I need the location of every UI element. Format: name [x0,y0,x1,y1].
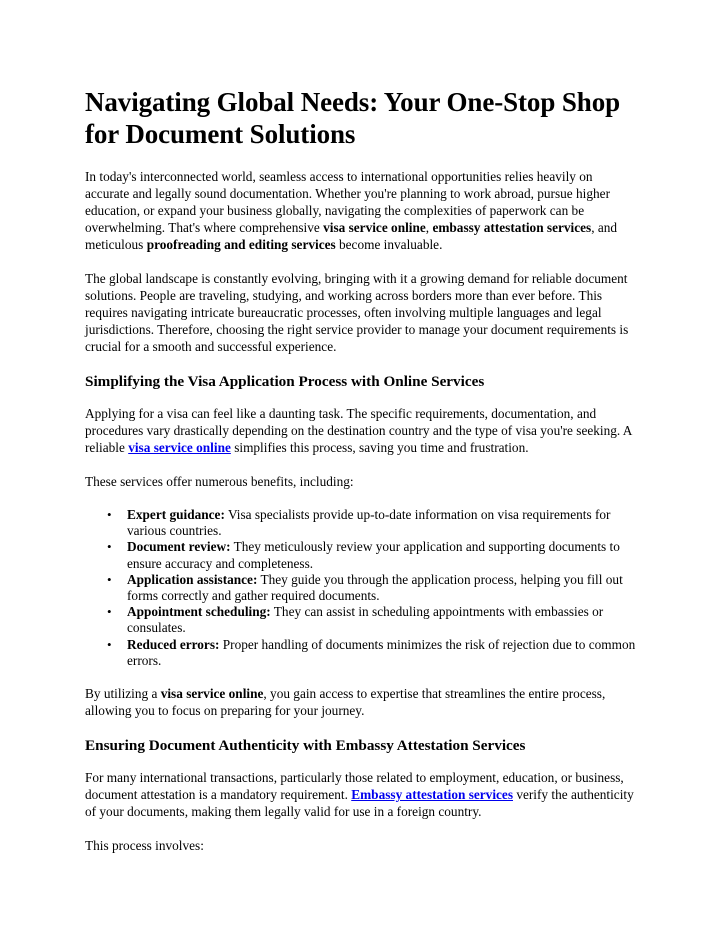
list-item-title: Appointment scheduling: [127,604,271,620]
list-item-text: They meticulously review your application and supporting documents to ensure accuracy and completeness. [127,539,620,571]
visa-intro-text-before: Applying for a visa can feel like a daunting task. The specific requirements, documentation, and procedures vary drastically depending on the destination country and the type of visa you're seeking. A reliable [85,406,632,455]
bullet-icon: • [107,539,112,555]
attestation-text-before: For many international transactions, particularly those related to employment, education, or business, document attestation is a mandatory requirement. [85,770,624,803]
list-item [107,636,640,669]
intro-bold-embassy-attestation: embassy attestation services [432,220,592,235]
visa-conclusion-bold: visa service online [160,686,264,702]
list-item-text: Visa specialists provide up-to-date information on visa requirements for various countries. [127,507,611,539]
list-item-title: Application assistance: [127,571,258,587]
benefits-list [85,507,640,669]
bullet-icon: • [107,636,112,652]
intro-bold-visa-service: visa service online [323,220,426,235]
list-item-title: Reduced errors: [127,636,220,652]
visa-intro-text-after: simplifies this process, saving you time and frustration. [230,440,529,455]
list-item-title: Document review: [127,539,231,555]
intro-text-3: , and meticulous [85,220,618,252]
bullet-icon: • [107,571,112,587]
section-heading-visa: Simplifying the Visa Application Process with Online Services [85,373,485,390]
global-landscape-paragraph: The global landscape is constantly evolving, bringing with it a growing demand for reliable document solutions. People are traveling, studying, and working across borders more than ever before. This requires navigating intricate bureaucratic processes, often involving multiple languages and legal jurisdictions. Therefore, choosing the right service provider to manage your document requirements is crucial for a smooth and successful experience. [85,271,629,354]
embassy-attestation-link[interactable]: Embassy attestation services [351,787,513,803]
intro-text-2: , [425,220,433,235]
list-item-text: They guide you through the application process, helping you fill out forms correctly and gather required documents. [127,571,623,604]
list-item-text: Proper handling of documents minimizes the risk of rejection due to common errors. [127,636,636,668]
visa-intro-paragraph [85,405,640,456]
intro-bold-proofreading: proofreading and editing services [146,237,336,252]
intro-text-4: become invaluable. [335,237,443,252]
visa-conclusion-paragraph [85,685,640,719]
page-title: Navigating Global Needs: Your One-Stop Shop for Document Solutions [85,87,621,149]
visa-conclusion-text-after: , you gain access to expertise that streamlines the entire process, allowing you to focus on preparing for your journey. [85,686,606,719]
visa-conclusion-text-before: By utilizing a [85,686,161,702]
process-intro-paragraph: This process involves: [85,838,204,854]
list-item [107,571,640,604]
intro-text-1: In today's interconnected world, seamless access to international opportunities relies heavily on accurate and legally sound documentation. Whether you're planning to work abroad, pursue higher education, or expand your business globally, navigating the complexities of paperwork can be overwhelming. That's where comprehensive [85,169,610,235]
list-item-text: They can assist in scheduling appointments with embassies or consulates. [127,604,604,636]
document-page [85,86,640,871]
list-item [107,604,640,636]
bullet-icon: • [107,604,112,620]
bullet-icon: • [107,507,112,522]
list-item [107,539,640,571]
attestation-text-after: verify the authenticity of your documents, making them legally valid for use in a foreign country. [85,787,634,820]
intro-paragraph [85,168,640,253]
benefits-intro-paragraph: These services offer numerous benefits, including: [85,474,354,489]
list-item-title: Expert guidance: [127,507,225,522]
list-item [107,507,640,539]
attestation-intro-paragraph [85,769,640,820]
visa-service-online-link[interactable]: visa service online [128,440,231,455]
section-heading-attestation: Ensuring Document Authenticity with Embassy Attestation Services [85,737,526,755]
